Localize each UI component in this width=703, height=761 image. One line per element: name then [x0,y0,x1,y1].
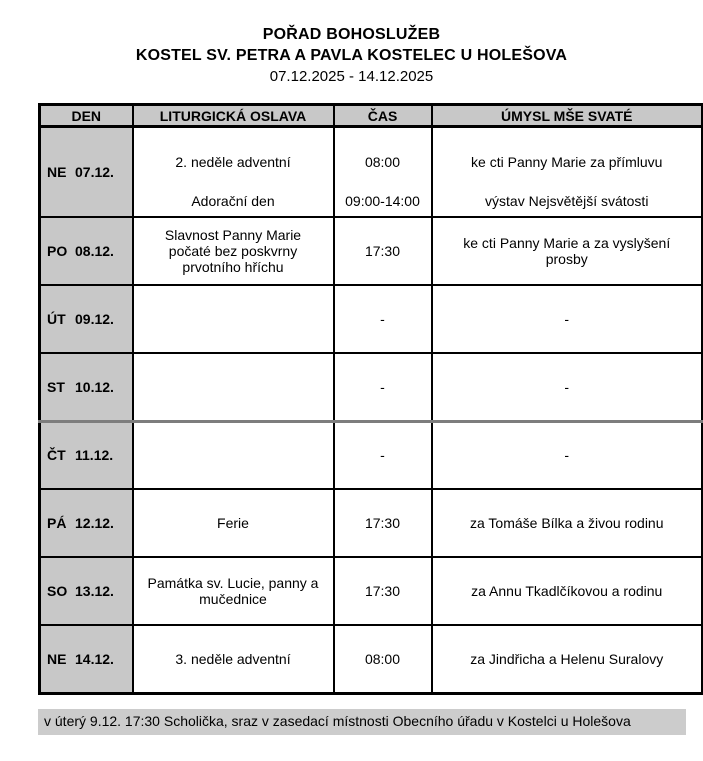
table-row [40,127,703,218]
table-header [40,105,703,127]
day-cell [40,489,133,557]
celebration-cell-line: Adorační den [191,193,275,209]
celebration-cell [133,421,334,489]
intention-cell-line: výstav Nejsvětější svátosti [485,193,649,209]
header-day: DEN [40,105,133,127]
intention-cell [432,127,703,218]
time-cell: - [334,353,432,421]
day-date: 13.12. [75,583,114,599]
header-row [40,105,703,127]
day-cell [40,557,133,625]
day-date: 11.12. [75,447,114,464]
time-cell-line: 08:00 [364,154,401,170]
day-abbr: PO [47,243,68,259]
celebration-cell [133,353,334,421]
time-cell: 08:00 [334,625,432,693]
time-cell: - [334,285,432,353]
table-row [40,625,703,693]
day-abbr: PÁ [47,515,67,531]
time-cell: 17:30 [334,557,432,625]
intention-cell-line: ke cti Panny Marie za přímluvu [471,154,663,170]
day-abbr: NE [47,164,67,180]
table-row [40,217,703,285]
table-row [40,353,703,421]
table-row [40,285,703,353]
intention-cell: za Jindřicha a Helenu Suralovy [432,625,703,693]
day-date: 12.12. [75,515,114,531]
day-date: 10.12. [75,378,114,395]
stacked-entries [443,130,692,214]
table-row [40,557,703,625]
day-date: 09.12. [75,311,114,327]
date-range: 07.12.2025 - 14.12.2025 [269,68,434,85]
schedule-table-body [40,127,703,694]
day-abbr: ST [47,378,65,395]
time-cell: 17:30 [334,489,432,557]
day-date: 07.12. [75,164,114,180]
day-abbr: ÚT [47,311,66,327]
intention-cell: ke cti Panny Marie a za vyslyšení prosby [432,217,703,285]
day-abbr: ČT [47,447,66,464]
time-cell-line: 09:00-14:00 [345,193,420,209]
page-subtitle: KOSTEL SV. PETRA A PAVLA KOSTELEC U HOLEŠOVA [135,47,568,64]
celebration-cell [133,285,334,353]
celebration-cell-line: 2. neděle adventní [175,154,291,170]
intention-cell: - [432,421,703,489]
day-cell [40,625,133,693]
day-cell [40,217,133,285]
day-cell [40,285,133,353]
day-abbr: NE [47,650,67,667]
intention-cell: - [432,353,703,421]
time-cell: - [334,421,432,489]
stacked-entries [337,130,429,214]
day-abbr: SO [47,583,68,599]
title-block [0,0,703,87]
header-celebration: LITURGICKÁ OSLAVA [133,105,334,127]
stacked-entries [148,130,319,214]
header-time: ČAS [334,105,432,127]
table-row [40,489,703,557]
celebration-cell: 3. neděle adventní [133,625,334,693]
table-row [40,421,703,489]
schedule-table [38,103,703,695]
time-cell: 17:30 [334,217,432,285]
day-cell [40,127,133,218]
day-cell [40,353,133,421]
time-cell [334,127,432,218]
header-intention: ÚMYSL MŠE SVATÉ [432,105,703,127]
day-date: 08.12. [75,243,114,259]
day-cell [40,421,133,489]
intention-cell: za Annu Tkadlčíkovou a rodinu [432,557,703,625]
page-title: POŘAD BOHOSLUŽEB [262,26,441,43]
day-date: 14.12. [75,650,114,667]
celebration-cell: Slavnost Panny Marie počaté bez poskvrny prvotního hříchu [133,217,334,285]
intention-cell: - [432,285,703,353]
celebration-cell: Památka sv. Lucie, panny a mučednice [133,557,334,625]
intention-cell: za Tomáše Bílka a živou rodinu [432,489,703,557]
celebration-cell: Ferie [133,489,334,557]
footer-note: v úterý 9.12. 17:30 Scholička, sraz v zasedací místnosti Obecního úřadu v Kostelci u Holešova [38,709,686,735]
celebration-cell [133,127,334,218]
